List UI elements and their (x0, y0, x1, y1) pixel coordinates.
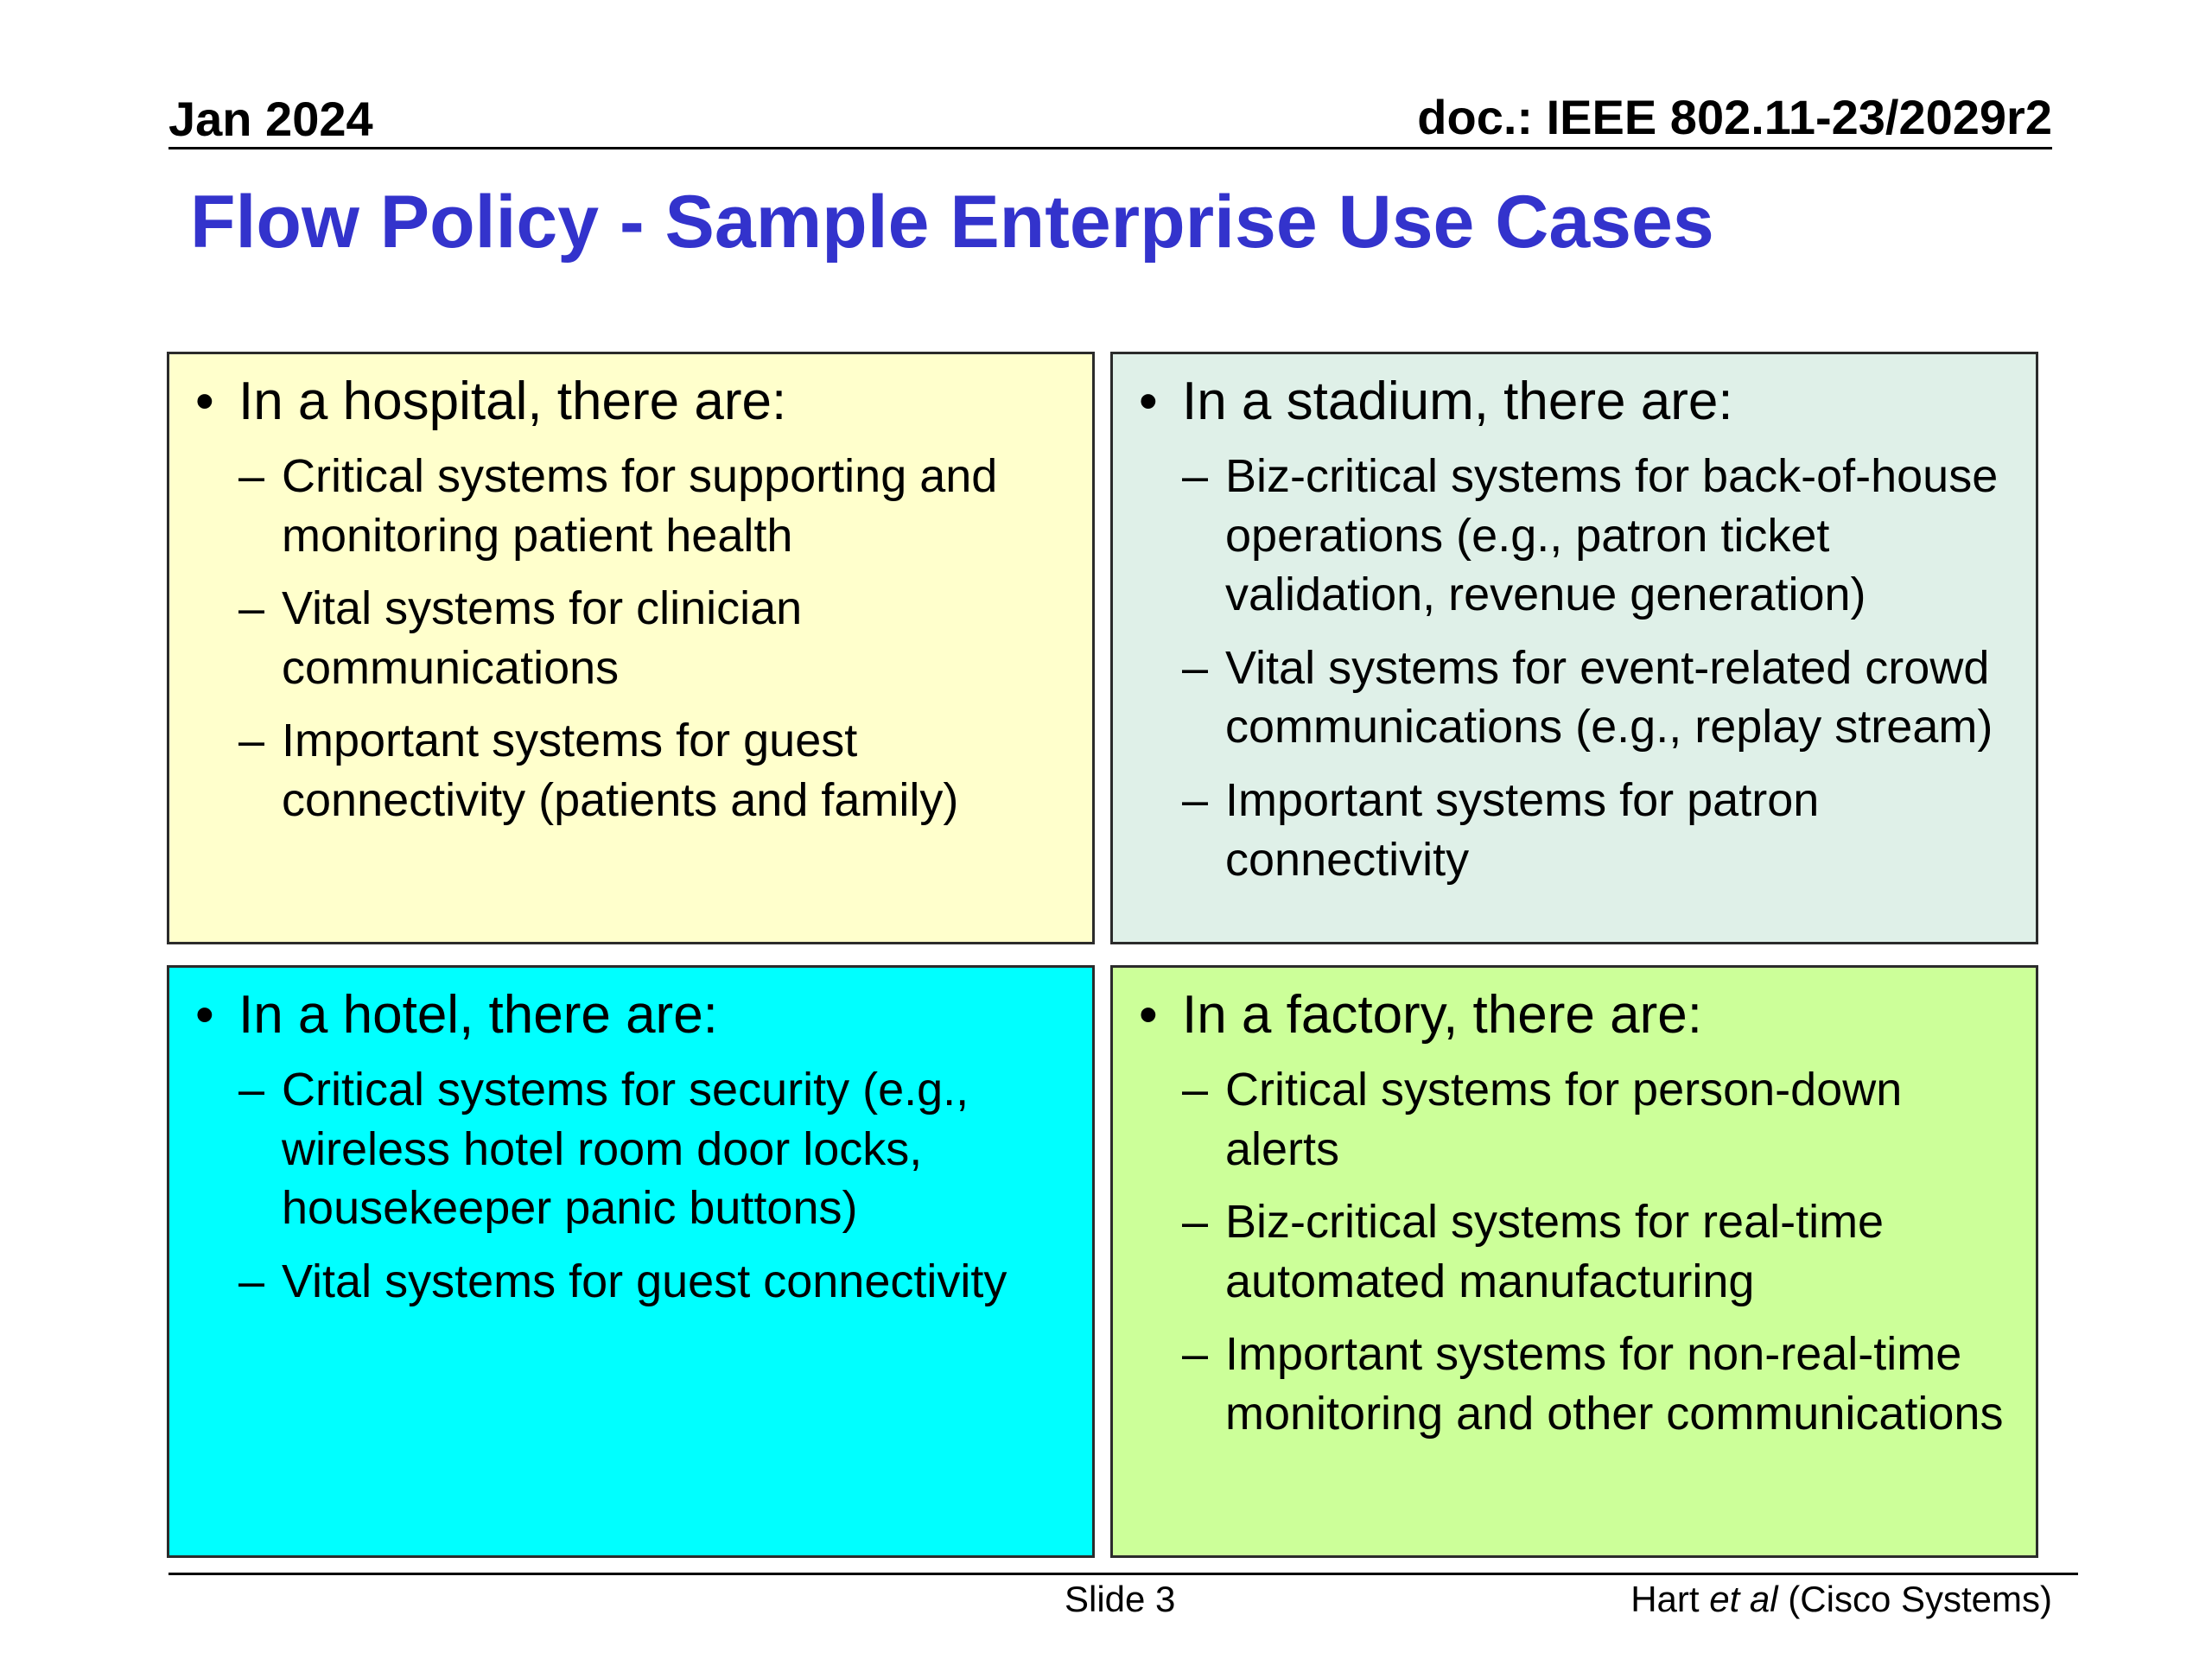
bullet-icon: • (1139, 372, 1158, 431)
list-item-text: Vital systems for guest connectivity (282, 1255, 1007, 1307)
quadrant-heading (1139, 983, 2018, 1046)
list-item (1139, 447, 2018, 625)
footer-author (1630, 1578, 2052, 1621)
list-item (195, 579, 1075, 697)
slide-title: Flow Policy - Sample Enterprise Use Cases (190, 181, 1714, 264)
list-item-text: Critical systems for person-down alerts (1225, 1064, 1903, 1175)
list-item-text: Biz-critical systems for real-time automated manufacturing (1225, 1196, 1885, 1307)
list-item-text: Biz-critical systems for back-of-house operations (e.g., patron ticket validation, revenue generation) (1225, 450, 1999, 621)
footer-author-etal: et al (1709, 1579, 1778, 1619)
list-item (1139, 639, 2018, 757)
sub-list (195, 1060, 1075, 1311)
quadrant-stadium (1110, 352, 2038, 944)
dash-icon: – (238, 582, 265, 635)
dash-icon: – (1182, 641, 1209, 694)
list-item (1139, 1192, 2018, 1311)
list-item (195, 1252, 1075, 1312)
quadrant-hospital (167, 352, 1095, 944)
sub-list (1139, 1060, 2018, 1443)
list-item (195, 447, 1075, 565)
sub-list (195, 447, 1075, 830)
footer-author-name: Hart (1630, 1579, 1700, 1619)
list-item-text: Critical systems for security (e.g., wireless hotel room door locks, housekeeper panic buttons) (282, 1064, 969, 1235)
dash-icon: – (1182, 1328, 1209, 1381)
footer-slide-number: Slide 3 (1065, 1579, 1176, 1619)
quadrant-heading-text: In a stadium, there are: (1182, 372, 1733, 431)
header-rule (168, 147, 2052, 149)
list-item-text: Important systems for non-real-time monitoring and other communications (1225, 1328, 2004, 1440)
quadrant-heading (195, 370, 1075, 433)
header-date: Jan 2024 (168, 92, 373, 146)
list-item (1139, 1060, 2018, 1179)
dash-icon: – (1182, 450, 1209, 503)
header-doc-number: doc.: IEEE 802.11-23/2029r2 (1417, 90, 2052, 144)
dash-icon: – (1182, 1064, 1209, 1116)
quadrant-heading (1139, 370, 2018, 433)
list-item (1139, 1325, 2018, 1443)
sub-list (1139, 447, 2018, 889)
list-item (1139, 771, 2018, 889)
quadrant-hotel (167, 965, 1095, 1558)
bullet-icon: • (195, 372, 214, 431)
list-item-text: Important systems for guest connectivity (patients and family) (282, 715, 959, 827)
bullet-icon: • (1139, 985, 1158, 1045)
dash-icon: – (1182, 1196, 1209, 1249)
list-item (195, 1060, 1075, 1238)
list-item-text: Critical systems for supporting and monitoring patient health (282, 450, 998, 562)
quadrant-heading-text: In a hospital, there are: (238, 372, 787, 431)
list-item-text: Important systems for patron connectivity (1225, 774, 1820, 886)
quadrant-heading-text: In a factory, there are: (1182, 985, 1702, 1045)
quadrant-factory (1110, 965, 2038, 1558)
footer-rule (168, 1573, 2078, 1575)
dash-icon: – (238, 450, 265, 503)
dash-icon: – (1182, 774, 1209, 827)
quadrant-heading (195, 983, 1075, 1046)
list-item (195, 711, 1075, 830)
dash-icon: – (238, 1064, 265, 1116)
list-item-text: Vital systems for event-related crowd communications (e.g., replay stream) (1225, 641, 1993, 753)
dash-icon: – (238, 1255, 265, 1307)
dash-icon: – (238, 715, 265, 767)
list-item-text: Vital systems for clinician communications (282, 582, 803, 694)
bullet-icon: • (195, 985, 214, 1045)
footer-author-org: (Cisco Systems) (1788, 1579, 2052, 1619)
quadrant-heading-text: In a hotel, there are: (238, 985, 718, 1045)
